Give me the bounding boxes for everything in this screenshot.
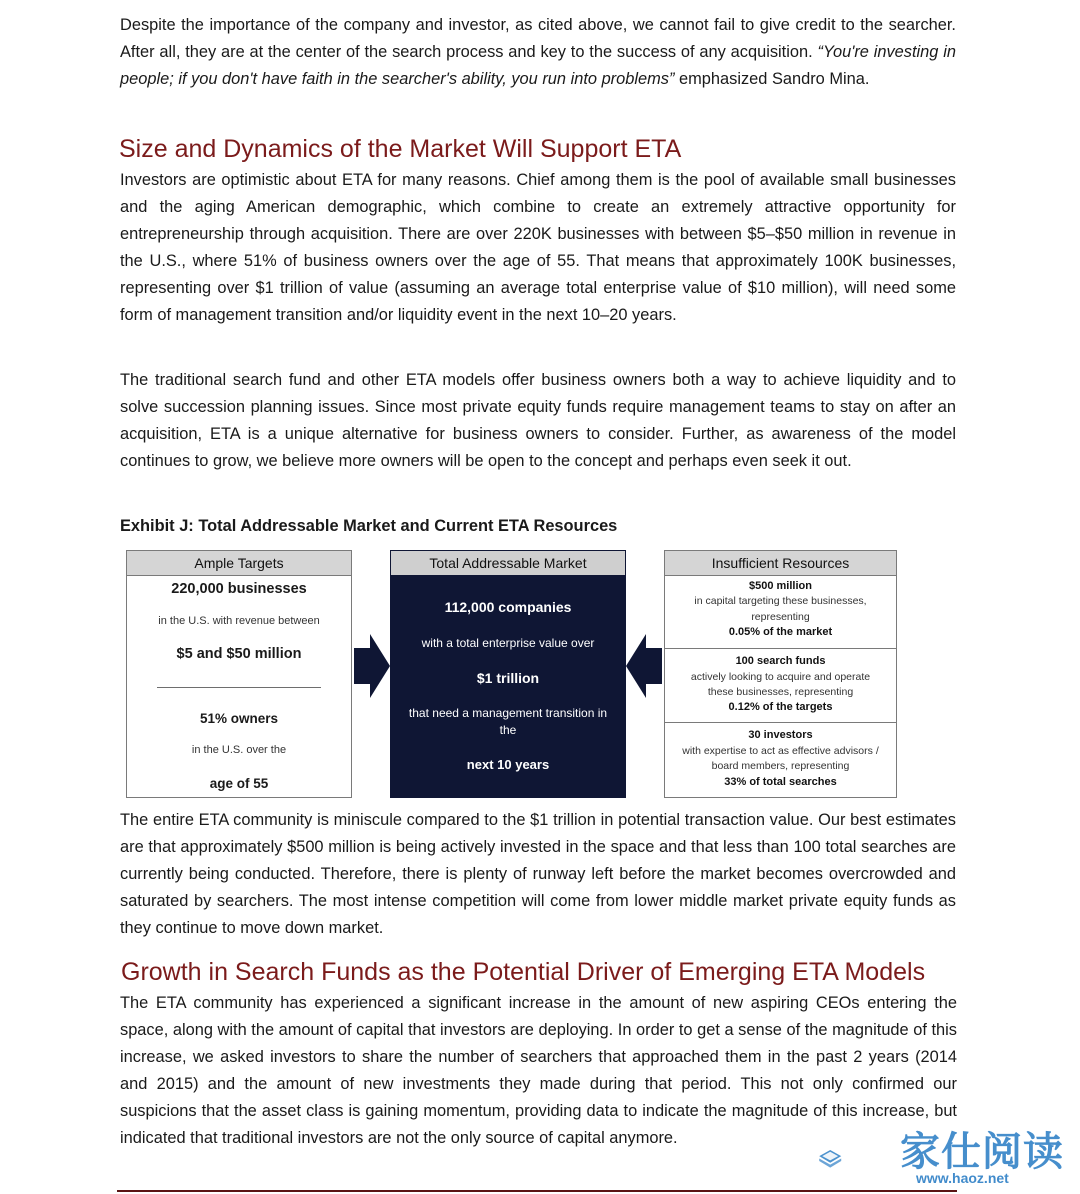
ample-line-revenue-range: $5 and $50 million	[176, 646, 302, 662]
quote-text: “You're investing in people; if you don't have faith in the searcher's ability, you run into problems”	[120, 43, 956, 88]
ample-divider	[157, 687, 321, 688]
resource-investors-count: 30 investors	[748, 729, 813, 741]
watermark-url: www.haoz.net	[916, 1170, 1009, 1186]
arrow-right-icon	[354, 634, 390, 698]
ample-line-businesses: 220,000 businesses	[171, 581, 307, 597]
resource-capital-amount: $500 million	[749, 580, 812, 592]
resource-capital-share: 0.05% of the market	[728, 626, 833, 638]
paragraph-searcher-credit	[120, 12, 956, 93]
exhibit-title: Exhibit J: Total Addressable Market and Current ETA Resources	[120, 517, 618, 535]
watermark-brand: 家仕阅读	[900, 1130, 1064, 1174]
book-logo-icon	[818, 1120, 898, 1194]
tam-line-the: the	[499, 723, 517, 737]
resource-funds-representing: these businesses, representing	[707, 686, 854, 698]
arrow-left-icon	[626, 634, 662, 698]
ample-targets-header: Ample Targets	[127, 551, 351, 576]
ample-line-age: age of 55	[209, 776, 269, 791]
resource-capital-desc: in capital targeting these businesses,	[694, 595, 867, 607]
paragraph-eta-community: The entire ETA community is miniscule compared to the $1 trillion in potential transaction value. Our best estimates are that approximately $500 million is being actively invested in the space and that less than 100 total searches are currently being conducted. Therefore, there is plenty of runway left before the market becomes overcrowded and saturated by searchers. The most intense competition will come from lower middle market private equity funds as they continue to move down market.	[120, 811, 956, 937]
resource-investors-representing: board members, representing	[711, 760, 850, 772]
tam-line-management-transition: that need a management transition in	[408, 706, 608, 720]
total-addressable-market-box	[390, 550, 626, 798]
tam-line-enterprise-value: with a total enterprise value over	[421, 636, 595, 650]
paragraph-text: Despite the importance of the company and investor, as cited above, we cannot fail to give credit to the searcher. After all, they are at the center of the search process and key to the success of any acquisition.	[120, 16, 956, 61]
resource-funds-count: 100 search funds	[735, 655, 826, 667]
insufficient-resources-header: Insufficient Resources	[665, 551, 896, 576]
resource-cell-search-funds	[665, 648, 896, 723]
resource-cell-capital	[665, 575, 896, 648]
paragraph-text: emphasized Sandro Mina.	[674, 70, 870, 88]
resource-funds-share: 0.12% of the targets	[728, 701, 833, 713]
resource-cell-investors	[665, 722, 896, 799]
paragraph-market-optimism: Investors are optimistic about ETA for many reasons. Chief among them is the pool of available small businesses and the aging American demographic, which combine to create an extremely attractive opportunity for entrepreneurship through acquisition. There are over 220K businesses with between $5–$50 million in revenue in the U.S., where 51% of business owners over the age of 55. That means that approximately 100K businesses, representing over $1 trillion of value (assuming an average total enterprise value of $10 million), will need some form of management transition and/or liquidity event in the next 10–20 years.	[120, 171, 956, 324]
paragraph-traditional-search-fund: The traditional search fund and other ETA models offer business owners both a way to achieve liquidity and to solve succession planning issues. Since most private equity funds require management teams to stay on after an acquisition, ETA is a unique alternative for business owners to consider. Further, as awareness of the model continues to grow, we believe more owners will be open to the concept and perhaps even seek it out.	[120, 371, 956, 470]
ample-targets-box	[126, 550, 352, 798]
tam-line-next-years: next 10 years	[466, 757, 550, 772]
tam-line-companies: 112,000 companies	[444, 599, 572, 615]
tam-header: Total Addressable Market	[391, 551, 625, 576]
resource-capital-representing: representing	[751, 611, 810, 623]
ample-line-revenue-between: in the U.S. with revenue between	[158, 615, 320, 627]
resource-investors-desc: with expertise to act as effective advisors /	[682, 745, 879, 757]
tam-line-trillion: $1 trillion	[476, 670, 540, 686]
ample-line-owners: 51% owners	[199, 711, 279, 726]
paragraph-growth: The ETA community has experienced a significant increase in the amount of new aspiring CEOs entering the space, along with the amount of capital that investors are deploying. In order to get a sense of the magnitude of this increase, we asked investors to share the number of searchers that approached them in the past 2 years (2014 and 2015) and the amount of new investments they made during that period. This not only confirmed our suspicions that the asset class is gaining momentum, providing data to indicate the magnitude of this increase, but indicated that traditional investors are not the only source of capital anymore.	[120, 994, 957, 1147]
section-heading-growth: Growth in Search Funds as the Potential Driver of Emerging ETA Models	[121, 958, 926, 986]
ample-line-over-the: in the U.S. over the	[191, 744, 287, 756]
resource-investors-share: 33% of total searches	[724, 776, 837, 788]
insufficient-resources-box	[664, 550, 897, 798]
resource-funds-desc: actively looking to acquire and operate	[690, 671, 871, 683]
section-heading-market-size: Size and Dynamics of the Market Will Support ETA	[119, 135, 682, 163]
